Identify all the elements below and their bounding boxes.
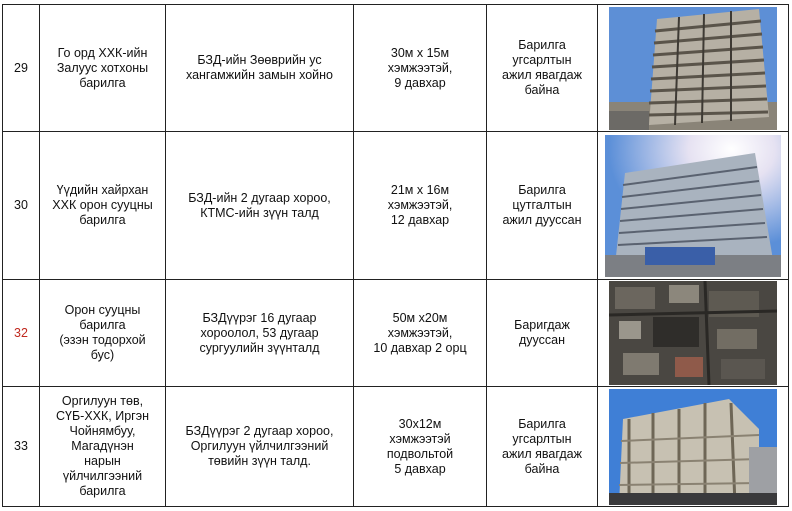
aerial-photo-icon xyxy=(609,281,777,385)
project-size: 21м х 16м хэмжээтэй, 12 давхар xyxy=(354,132,487,280)
project-location: БЗДүүрэг 16 дугаар хороолол, 53 дугаар сургуулийн зүүнталд xyxy=(166,280,354,387)
table-row xyxy=(3,5,789,132)
building-photo-icon xyxy=(609,7,777,130)
photo-cell xyxy=(598,387,789,507)
photo-cell xyxy=(598,280,789,387)
photo-cell xyxy=(598,5,789,132)
building-photo-icon xyxy=(605,135,781,277)
project-name: Оргилуун төв, СҮБ-ХХК, Иргэн Чойнямбуу, Магадүнэн нарын үйлчилгээний барилга xyxy=(40,387,166,507)
table-row xyxy=(3,132,789,280)
project-size: 50м х20м хэмжээтэй, 10 давхар 2 орц xyxy=(354,280,487,387)
project-location: БЗДүүрэг 2 дугаар хороо, Оргилуун үйлчилгээний төвийн зүүн талд. xyxy=(166,387,354,507)
project-status: Барилга угсарлтын ажил явагдаж байна xyxy=(487,387,598,507)
project-status: Барилга цутгалтын ажил дууссан xyxy=(487,132,598,280)
project-location: БЗД-ийн 2 дугаар хороо, КТМС-ийн зүүн талд xyxy=(166,132,354,280)
project-name: Үүдийн хайрхан ХХК орон сууцны барилга xyxy=(40,132,166,280)
project-status: Барилга угсарлтын ажил явагдаж байна xyxy=(487,5,598,132)
row-number: 29 xyxy=(3,5,40,132)
project-name: Го орд ХХК-ийн Залуус хотхоны барилга xyxy=(40,5,166,132)
table-row xyxy=(3,387,789,507)
row-number: 33 xyxy=(3,387,40,507)
row-number: 32 xyxy=(3,280,40,387)
project-status: Баригдаж дууссан xyxy=(487,280,598,387)
project-name: Орон сууцны барилга (эзэн тодорхой бус) xyxy=(40,280,166,387)
table-row xyxy=(3,280,789,387)
photo-cell xyxy=(598,132,789,280)
building-photo-icon xyxy=(609,389,777,505)
project-location: БЗД-ийн Зөөврийн ус хангамжийн замын хойно xyxy=(166,5,354,132)
project-size: 30м х 15м хэмжээтэй, 9 давхар xyxy=(354,5,487,132)
row-number: 30 xyxy=(3,132,40,280)
project-size: 30х12м хэмжээтэй подвольтой 5 давхар xyxy=(354,387,487,507)
construction-table xyxy=(2,4,789,507)
